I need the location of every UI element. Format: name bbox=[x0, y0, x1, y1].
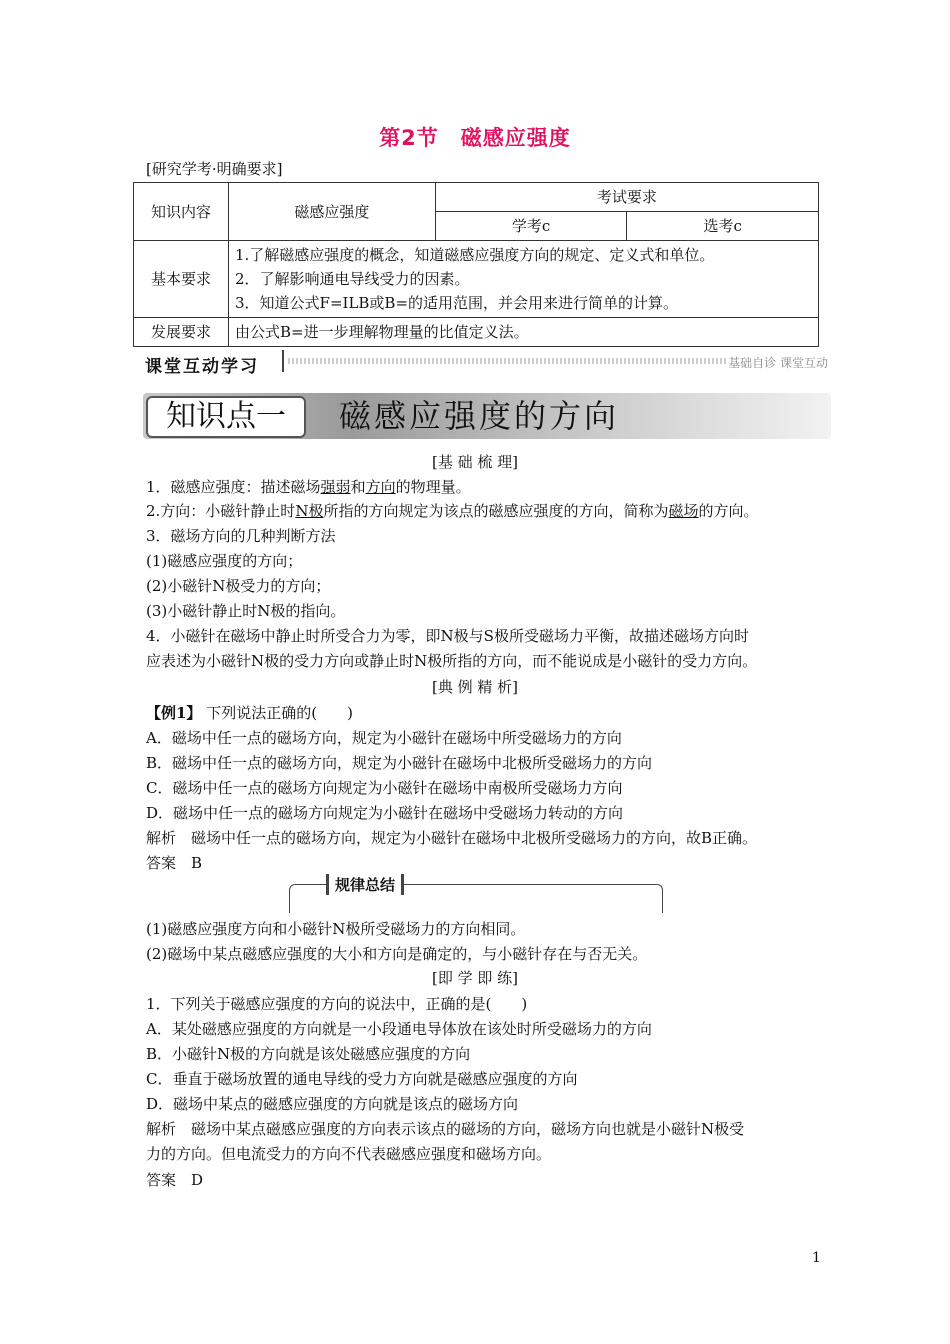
practice-option-c: C．垂直于磁场放置的通电导线的受力方向就是磁感应强度的方向 bbox=[146, 1070, 578, 1088]
page-number: 1 bbox=[812, 1250, 821, 1266]
requirements-table bbox=[133, 182, 819, 347]
basic-line-2: 2.方向：小磁针静止时N极所指的方向规定为该点的磁感应强度的方向，简称为磁场的方向。 bbox=[146, 502, 759, 520]
basic-item-1: 1.了解磁感应强度的概念，知道磁感应强度方向的规定、定义式和单位。 bbox=[235, 246, 715, 264]
table-basic-items bbox=[229, 241, 819, 318]
practice-option-a: A．某处磁感应强度的方向就是一小段通电导体放在该处时所受磁场力的方向 bbox=[146, 1020, 652, 1038]
section-example: [典 例 精 析] bbox=[431, 678, 518, 696]
table-header-xuankao: 选考c bbox=[627, 212, 819, 241]
basic-item-2: 2．了解影响通电导线受力的因素。 bbox=[235, 270, 470, 288]
basic-line-6: (3)小磁针静止时N极的指向。 bbox=[146, 602, 346, 620]
practice-answer: 答案 D bbox=[146, 1171, 204, 1189]
basic-line-4: (1)磁感应强度的方向； bbox=[146, 552, 303, 570]
knowledge-point-banner bbox=[143, 393, 831, 439]
basic-line-5: (2)小磁针N极受力的方向； bbox=[146, 577, 331, 595]
practice-option-b: B．小磁针N极的方向就是该处磁感应强度的方向 bbox=[146, 1045, 471, 1063]
example-answer: 答案 B bbox=[146, 854, 203, 872]
example-option-d: D．磁场中任一点的磁场方向规定为小磁针在磁场中受磁场力转动的方向 bbox=[146, 804, 624, 822]
basic-line-7: 4．小磁针在磁场中静止时所受合力为零，即N极与S极所受磁场力平衡，故描述磁场方向时 bbox=[146, 627, 749, 645]
example-option-a: A．磁场中任一点的磁场方向，规定为小磁针在磁场中所受磁场力的方向 bbox=[146, 729, 622, 747]
example-option-b: B．磁场中任一点的磁场方向，规定为小磁针在磁场中北极所受磁场力的方向 bbox=[146, 754, 653, 772]
table-header-exam: 考试要求 bbox=[435, 183, 818, 212]
page-title: 第2节 磁感应强度 bbox=[379, 126, 571, 150]
banner-title: 课堂互动学习 bbox=[145, 357, 259, 377]
basic-line-1: 1．磁感应强度：描述磁场强弱和方向的物理量。 bbox=[146, 478, 471, 496]
table-header-knowledge: 知识内容 bbox=[134, 183, 229, 241]
table-basic-label: 基本要求 bbox=[134, 241, 229, 318]
example-question: 【例1】 下列说法正确的( ) bbox=[146, 704, 353, 722]
example-analysis: 解析 磁场中任一点的磁场方向，规定为小磁针在磁场中北极所受磁场力的方向，故B正确。 bbox=[146, 829, 758, 847]
table-header-topic: 磁感应强度 bbox=[229, 183, 436, 241]
example-option-c: C．磁场中任一点的磁场方向规定为小磁针在磁场中南极所受磁场力方向 bbox=[146, 779, 623, 797]
practice-analysis-1: 解析 磁场中某点磁感应强度的方向表示该点的磁场的方向，磁场方向也就是小磁针N极受 bbox=[146, 1120, 745, 1138]
practice-analysis-2: 力的方向。但电流受力的方向不代表磁感应强度和磁场方向。 bbox=[146, 1145, 552, 1163]
knowledge-point-title: 磁感应强度的方向 bbox=[339, 397, 620, 435]
rule-line-1: (1)磁感应强度方向和小磁针N极所受磁场力的方向相同。 bbox=[146, 920, 526, 938]
table-header-xuekao: 学考c bbox=[435, 212, 627, 241]
practice-option-d: D．磁场中某点的磁感应强度的方向就是该点的磁场方向 bbox=[146, 1095, 519, 1113]
basic-line-8: 应表述为小磁针N极的受力方向或静止时N极所指的方向，而不能说成是小磁针的受力方向。 bbox=[146, 652, 758, 670]
section-header-requirements: [研究学考·明确要求] bbox=[146, 160, 283, 178]
banner-subtitle: 基础自诊 课堂互动 bbox=[728, 356, 828, 370]
basic-line-3: 3．磁场方向的几种判断方法 bbox=[146, 527, 336, 545]
knowledge-point-label: 知识点一 bbox=[146, 396, 306, 438]
section-practice: [即 学 即 练] bbox=[431, 969, 518, 987]
practice-question: 1．下列关于磁感应强度的方向的说法中，正确的是( ) bbox=[146, 995, 528, 1013]
rule-summary-label: 规律总结 bbox=[326, 874, 404, 895]
section-basic: [基 础 梳 理] bbox=[431, 453, 518, 471]
table-dev-label: 发展要求 bbox=[134, 318, 229, 347]
rule-line-2: (2)磁场中某点磁感应强度的大小和方向是确定的，与小磁针存在与否无关。 bbox=[146, 945, 648, 963]
basic-item-3: 3．知道公式F=ILB或B=的适用范围，并会用来进行简单的计算。 bbox=[235, 294, 679, 312]
rule-summary-box bbox=[289, 876, 663, 913]
table-dev-text: 由公式B=进一步理解物理量的比值定义法。 bbox=[229, 318, 819, 347]
